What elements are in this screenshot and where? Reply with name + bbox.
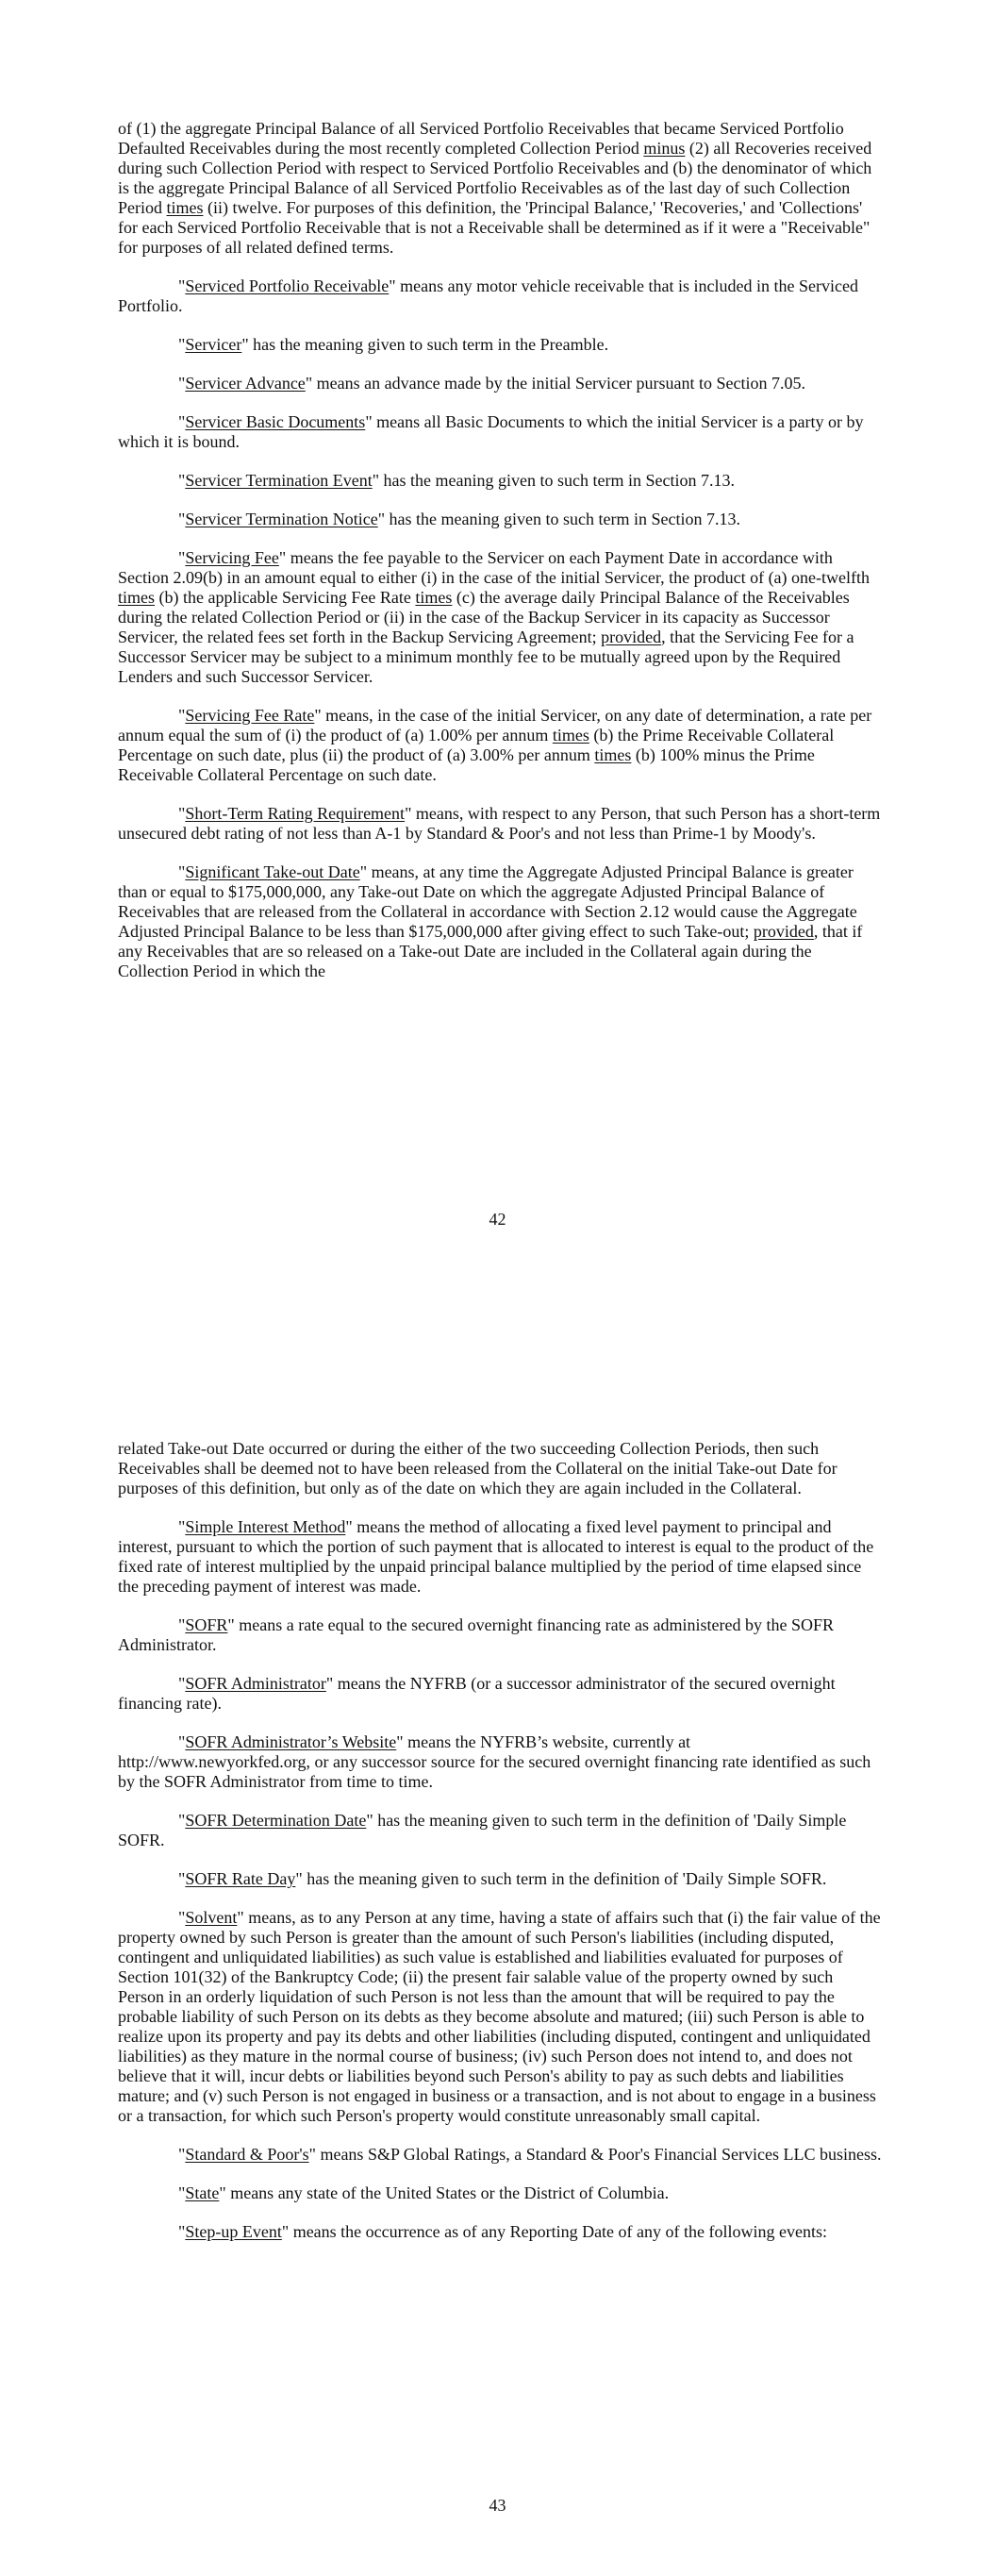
underlined-term: provided (753, 922, 814, 941)
page-body (118, 1439, 882, 2261)
definition-paragraph (118, 510, 882, 529)
text-run: " means the method of allocating a fixed level payment to principal and interest, pursuant to which the portion of such payment that is allocated to interest is equal to the product of the fixed rate of interest multiplied by the unpaid principal balance multiplied by the period of time elapsed since the preceding payment of interest was made. (118, 1517, 874, 1596)
definition-paragraph (118, 412, 882, 452)
underlined-term: Step-up Event (185, 2222, 282, 2241)
underlined-term: times (166, 198, 204, 217)
text-run: " has the meaning given to such term in the Preamble. (241, 335, 609, 354)
continuation-paragraph (118, 119, 882, 258)
text-run: " (178, 1615, 186, 1634)
text-run: (ii) twelve. For purposes of this definition, the 'Principal Balance,' 'Recoveries,' and 'Collections' for each Serviced Portfolio Receivable that is not a Receivable shall be determined as if it were a "Receivable" for purposes of all related defined terms. (118, 198, 871, 257)
underlined-term: times (594, 745, 632, 764)
underlined-term: SOFR Administrator’s Website (185, 1732, 397, 1751)
text-run: , that the Servicing Fee for a Successor Servicer may be subject to a minimum monthly fee to be mutually agreed upon by the Required Lenders and such Successor Servicer. (118, 627, 854, 686)
underlined-term: Servicer (185, 335, 242, 354)
underlined-term: minus (643, 139, 686, 158)
text-run: " (178, 276, 186, 295)
underlined-term: Serviced Portfolio Receivable (185, 276, 390, 295)
text-run: " means a rate equal to the secured overnight financing rate as administered by the SOFR Administrator. (118, 1615, 835, 1654)
text-run: " (178, 510, 186, 528)
definition-paragraph (118, 804, 882, 844)
text-run: " means the occurrence as of any Reporting Date of any of the following events: (281, 2222, 827, 2241)
underlined-term: Standard & Poor's (185, 2145, 309, 2164)
text-run: " has the meaning given to such term in the definition of 'Daily Simple SOFR. (295, 1869, 827, 1888)
definition-paragraph (118, 2183, 882, 2203)
text-run: " means any state of the United States or the District of Columbia. (219, 2183, 670, 2202)
definition-paragraph (118, 335, 882, 355)
text-run: " has the meaning given to such term in the definition of 'Daily Simple SOFR. (118, 1811, 847, 1849)
text-run: " (178, 804, 186, 823)
text-run: " (178, 548, 186, 567)
text-run: " (178, 1811, 186, 1830)
text-run: " means all Basic Documents to which the initial Servicer is a party or by which it is bound. (118, 412, 864, 451)
text-run: " (178, 2145, 186, 2164)
underlined-term: Servicer Termination Event (185, 471, 373, 490)
text-run: " means an advance made by the initial Servicer pursuant to Section 7.05. (305, 374, 806, 393)
underlined-term: times (415, 588, 453, 607)
definition-paragraph (118, 276, 882, 316)
text-run: related Take-out Date occurred or during the either of the two succeeding Collection Periods, then such Receivables shall be deemed not to have been released from the Collateral on the initial Take-out Date for purposes of this definition, but only as of the date on which they are again included in the Collateral. (118, 1439, 837, 1497)
text-run: " (178, 412, 186, 431)
text-run: " (178, 2183, 186, 2202)
definition-paragraph (118, 1615, 882, 1655)
definition-paragraph (118, 1674, 882, 1714)
text-run: " (178, 1517, 186, 1536)
text-run: " (178, 1674, 186, 1693)
text-run: , that if any Receivables that are so released on a Take-out Date are included in the Collateral again during the Collection Period in which the (118, 922, 863, 980)
text-run: " means, at any time the Aggregate Adjusted Principal Balance is greater than or equal to $175,000,000, any Take-out Date on which the aggregate Adjusted Principal Balance of Receivables that are released from the Collateral in accordance with Section 2.12 would cause the Aggregate Adjusted Principal Balance to be less than $175,000,000 after giving effect to such Take-out; (118, 862, 857, 941)
underlined-term: Servicer Basic Documents (185, 412, 366, 431)
text-run: (b) the applicable Servicing Fee Rate (155, 588, 416, 607)
underlined-term: SOFR Determination Date (185, 1811, 367, 1830)
definition-paragraph (118, 2222, 882, 2242)
definition-paragraph (118, 548, 882, 687)
underlined-term: SOFR Rate Day (185, 1869, 296, 1888)
underlined-term: Simple Interest Method (185, 1517, 346, 1536)
text-run: " means S&P Global Ratings, a Standard & Poor's Financial Services LLC business. (308, 2145, 882, 2164)
definition-paragraph (118, 471, 882, 491)
text-run: " means the fee payable to the Servicer on each Payment Date in accordance with Section 2.09(b) in an amount equal to either (i) in the case of the initial Servicer, the product of (a) one-twelfth (118, 548, 871, 587)
underlined-term: Solvent (185, 1908, 238, 1927)
underlined-term: SOFR Administrator (185, 1674, 326, 1693)
text-run: " means, in the case of the initial Servicer, on any date of determination, a rate per annum equal the sum of (i) the product of (a) 1.00% per annum (118, 706, 872, 744)
continuation-paragraph (118, 1439, 882, 1498)
text-run: of (1) the aggregate Principal Balance of all Serviced Portfolio Receivables that became Serviced Portfolio Defaulted Receivables during the most recently completed Collection Period (118, 119, 844, 158)
text-run: (b) 100% minus the Prime Receivable Collateral Percentage on such date. (118, 745, 815, 784)
text-run: " means, with respect to any Person, that such Person has a short-term unsecured debt rating of not less than A-1 by Standard & Poor's and not less than Prime-1 by Moody's. (118, 804, 881, 843)
underlined-term: Servicer Termination Notice (185, 510, 378, 528)
page-body (118, 119, 882, 1000)
definition-paragraph (118, 1517, 882, 1597)
text-run: " (178, 862, 186, 881)
text-run: " (178, 1869, 186, 1888)
definition-paragraph (118, 1869, 882, 1889)
page-number: 43 (489, 2496, 506, 2515)
text-run: " has the meaning given to such term in Section 7.13. (377, 510, 740, 528)
underlined-term: Short-Term Rating Requirement (185, 804, 406, 823)
underlined-term: SOFR (185, 1615, 228, 1634)
underlined-term: Servicer Advance (185, 374, 306, 393)
text-run: " (178, 374, 186, 393)
page-number: 42 (489, 1210, 506, 1229)
definition-paragraph (118, 1908, 882, 2126)
definition-paragraph (118, 2145, 882, 2165)
definition-paragraph (118, 1811, 882, 1850)
text-run: " means any motor vehicle receivable that is included in the Serviced Portfolio. (118, 276, 858, 315)
text-run: " (178, 706, 186, 725)
underlined-term: State (185, 2183, 220, 2202)
text-run: " (178, 2222, 186, 2241)
text-run: " means the NYFRB (or a successor administrator of the secured overnight financing rate). (118, 1674, 836, 1713)
definition-paragraph (118, 706, 882, 785)
text-run: " has the meaning given to such term in Section 7.13. (372, 471, 735, 490)
underlined-term: Servicing Fee (185, 548, 279, 567)
underlined-term: times (118, 588, 155, 607)
underlined-term: Servicing Fee Rate (185, 706, 315, 725)
text-run: " (178, 1732, 186, 1751)
text-run: (2) all Recoveries received during such Collection Period with respect to Serviced Portfolio Receivables and (b) the denominator of which is the aggregate Principal Balance of all Serviced Portfolio Receivables as of the last day of such Collection Period (118, 139, 872, 217)
text-run: " (178, 471, 186, 490)
text-run: " (178, 335, 186, 354)
underlined-term: provided (601, 627, 662, 646)
underlined-term: times (552, 726, 589, 744)
definition-paragraph (118, 1732, 882, 1792)
definition-paragraph (118, 862, 882, 981)
text-run: (c) the average daily Principal Balance of the Receivables during the related Collection Period or (ii) in the case of the Backup Servicer in its capacity as Successor Servicer, the related fees set forth in the Backup Servicing Agreement; (118, 588, 850, 646)
text-run: " means the NYFRB’s website, currently at http://www.newyorkfed.org, or any successor source for the secured overnight financing rate identified as such by the SOFR Administrator from time to time. (118, 1732, 871, 1791)
definition-paragraph (118, 374, 882, 393)
text-run: " (178, 1908, 186, 1927)
text-run: " means, as to any Person at any time, having a state of affairs such that (i) the fair value of the property owned by such Person is greater than the amount of such Person's liabilities (including disputed, contingent and unliquidated liabilities) as such value is established and liabilities evaluated for purposes of Section 101(32) of the Bankruptcy Code; (ii) the present fair salable value of the property owned by such Person in an orderly liquidation of such Person is not less than the amount that will be required to pay the probable liability of such Person on its debts as they become absolute and matured; (iii) such Person is able to realize upon its property and pay its debts and other liabilities (including disputed, contingent and unliquidated liabilities) as they mature in the normal course of business; (iv) such Person does not intend to, and does not believe that it will, incur debts or liabilities beyond such Person's ability to pay as such debts and liabilities mature; and (v) such Person is not engaged in business or a transaction, and is not about to engage in a business or a transaction, for which such Person's property would constitute unreasonably small capital. (118, 1908, 881, 2125)
underlined-term: Significant Take-out Date (185, 862, 360, 881)
page-43 (0, 1288, 995, 2576)
text-run: (b) the Prime Receivable Collateral Percentage on such date, plus (ii) the product of (a) 3.00% per annum (118, 726, 835, 764)
